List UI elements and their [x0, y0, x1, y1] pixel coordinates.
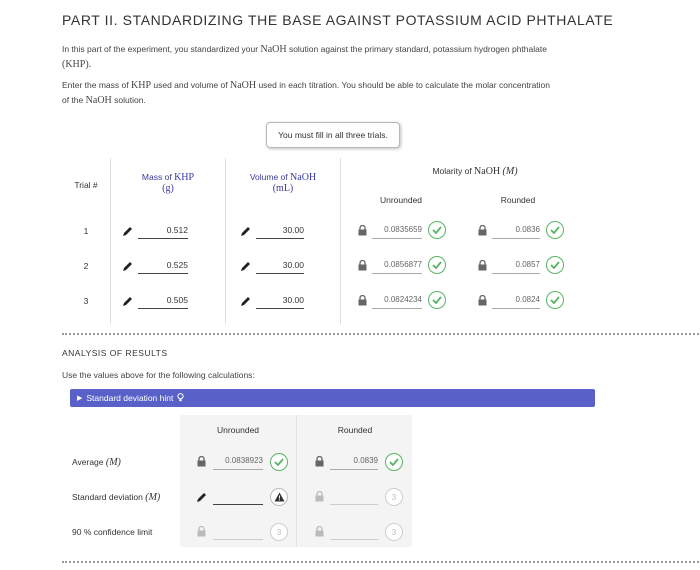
- unit-label: (g): [162, 183, 174, 194]
- row-label: Standard deviation: [72, 492, 143, 502]
- table-row: [62, 222, 608, 252]
- correct-check-icon: [546, 221, 564, 239]
- khp-formula: KHP: [131, 80, 152, 91]
- confidence-limit-unrounded-field: [213, 523, 263, 540]
- mass-header: [112, 172, 224, 194]
- average-unrounded-value: 0.0838923: [225, 456, 263, 465]
- table-row: [62, 292, 608, 322]
- lock-icon: [315, 526, 324, 537]
- rounded-value: 0.0836: [515, 225, 540, 234]
- correct-check-icon: [428, 256, 446, 274]
- row-label: Average: [72, 457, 104, 467]
- mass-value: 0.512: [166, 225, 188, 235]
- correct-check-icon: [428, 291, 446, 309]
- intro-text: solution against the primary standard, potassium hydrogen phthalate: [288, 44, 547, 54]
- mass-value: 0.525: [166, 260, 188, 270]
- trial-number: 2: [83, 261, 89, 271]
- confidence-limit-label: 90 % confidence limit: [72, 527, 153, 537]
- analysis-unrounded-header: Unrounded: [216, 425, 260, 435]
- lock-icon: [358, 295, 367, 306]
- intro-paragraph-1: [62, 42, 622, 72]
- rounded-value: 0.0857: [515, 260, 540, 269]
- pencil-icon: [122, 225, 134, 237]
- unrounded-field: [372, 257, 422, 274]
- analysis-heading: ANALYSIS OF RESULTS: [62, 348, 168, 358]
- confidence-limit-rounded-field: [330, 523, 378, 540]
- mass-input[interactable]: [138, 257, 188, 274]
- header-text: Volume of: [249, 172, 288, 182]
- unrounded-header: Unrounded: [379, 195, 423, 205]
- lightbulb-icon: [177, 393, 184, 404]
- lock-icon: [358, 260, 367, 271]
- table-row: [62, 257, 608, 287]
- naoh-formula: NaOH: [229, 80, 257, 91]
- volume-input[interactable]: [256, 222, 304, 239]
- page-title: PART II. STANDARDIZING THE BASE AGAINST POTASSIUM ACID PHTHALATE: [62, 12, 614, 28]
- standard-deviation-rounded-field: [330, 488, 378, 505]
- intro-text: of the: [62, 95, 84, 105]
- intro-text: used and volume of: [153, 80, 228, 90]
- section-divider: [62, 561, 700, 563]
- average-rounded-field: [330, 453, 378, 470]
- attempts-remaining-badge: 3: [270, 523, 288, 541]
- correct-check-icon: [428, 221, 446, 239]
- section-divider: [62, 333, 700, 335]
- unit-label: (M): [105, 457, 121, 468]
- molarity-header: [342, 166, 608, 177]
- unrounded-field: [372, 222, 422, 239]
- rounded-field: [492, 222, 540, 239]
- intro-text: used in each titration. You should be able to calculate the molar concentration: [258, 80, 551, 90]
- warning-icon: [270, 488, 288, 506]
- volume-value: 30.00: [282, 295, 304, 305]
- unrounded-field: [372, 292, 422, 309]
- pencil-icon: [122, 295, 134, 307]
- lock-icon: [197, 456, 206, 467]
- volume-value: 30.00: [282, 260, 304, 270]
- volume-input[interactable]: [256, 292, 304, 309]
- attempts-remaining-badge: 3: [385, 488, 403, 506]
- volume-header: [227, 172, 339, 194]
- lock-icon: [478, 260, 487, 271]
- naoh-formula: NaOH: [290, 172, 317, 183]
- lock-icon: [478, 295, 487, 306]
- intro-text: Enter the mass of: [62, 80, 129, 90]
- lock-icon: [315, 491, 324, 502]
- unrounded-value: 0.0856877: [384, 260, 422, 269]
- standard-deviation-input[interactable]: [213, 488, 263, 505]
- rounded-value: 0.0824: [515, 295, 540, 304]
- attempts-remaining-badge: 3: [385, 523, 403, 541]
- unrounded-value: 0.0835659: [384, 225, 422, 234]
- mass-input[interactable]: [138, 222, 188, 239]
- naoh-formula: NaOH: [474, 166, 501, 177]
- hint-label: Standard deviation hint: [86, 393, 174, 403]
- lock-icon: [478, 225, 487, 236]
- caret-right-icon: ▶: [77, 395, 83, 402]
- naoh-formula: NaOH: [260, 44, 287, 55]
- average-label: [72, 457, 121, 468]
- rounded-field: [492, 292, 540, 309]
- standard-deviation-label: [72, 492, 160, 503]
- lock-icon: [315, 456, 324, 467]
- trial-number: 1: [83, 226, 89, 236]
- lock-icon: [197, 526, 206, 537]
- volume-input[interactable]: [256, 257, 304, 274]
- standard-deviation-hint-toggle[interactable]: [70, 389, 595, 407]
- mass-value: 0.505: [166, 295, 188, 305]
- pencil-icon: [240, 295, 252, 307]
- rounded-field: [492, 257, 540, 274]
- volume-value: 30.00: [282, 225, 304, 235]
- correct-check-icon: [546, 256, 564, 274]
- rounded-header: Rounded: [500, 195, 536, 205]
- analysis-instruction: Use the values above for the following calculations:: [62, 370, 255, 380]
- khp-formula: KHP: [174, 172, 195, 183]
- average-rounded-value: 0.0839: [353, 456, 378, 465]
- unit-label: (mL): [272, 183, 294, 194]
- header-text: Molarity of: [432, 166, 472, 176]
- unrounded-value: 0.0824234: [384, 295, 422, 304]
- correct-check-icon: [546, 291, 564, 309]
- pencil-icon: [240, 260, 252, 272]
- mass-input[interactable]: [138, 292, 188, 309]
- header-text: Mass of: [141, 172, 172, 182]
- correct-check-icon: [385, 453, 403, 471]
- lock-icon: [358, 225, 367, 236]
- pencil-icon: [240, 225, 252, 237]
- fill-all-trials-notice: You must fill in all three trials.: [266, 122, 400, 148]
- analysis-rounded-header: Rounded: [337, 425, 373, 435]
- intro-paragraph-2: [62, 78, 622, 108]
- average-unrounded-field: [213, 453, 263, 470]
- pencil-icon: [122, 260, 134, 272]
- intro-text: In this part of the experiment, you standardized your: [62, 44, 259, 54]
- pencil-icon: [196, 491, 208, 503]
- khp-formula: (KHP).: [62, 59, 92, 70]
- naoh-formula: NaOH: [85, 95, 112, 106]
- intro-text: solution.: [114, 95, 146, 105]
- trial-header: Trial #: [74, 180, 98, 190]
- unit-label: (M): [145, 492, 161, 503]
- correct-check-icon: [270, 453, 288, 471]
- unit-label: (M): [502, 166, 518, 177]
- trial-number: 3: [83, 296, 89, 306]
